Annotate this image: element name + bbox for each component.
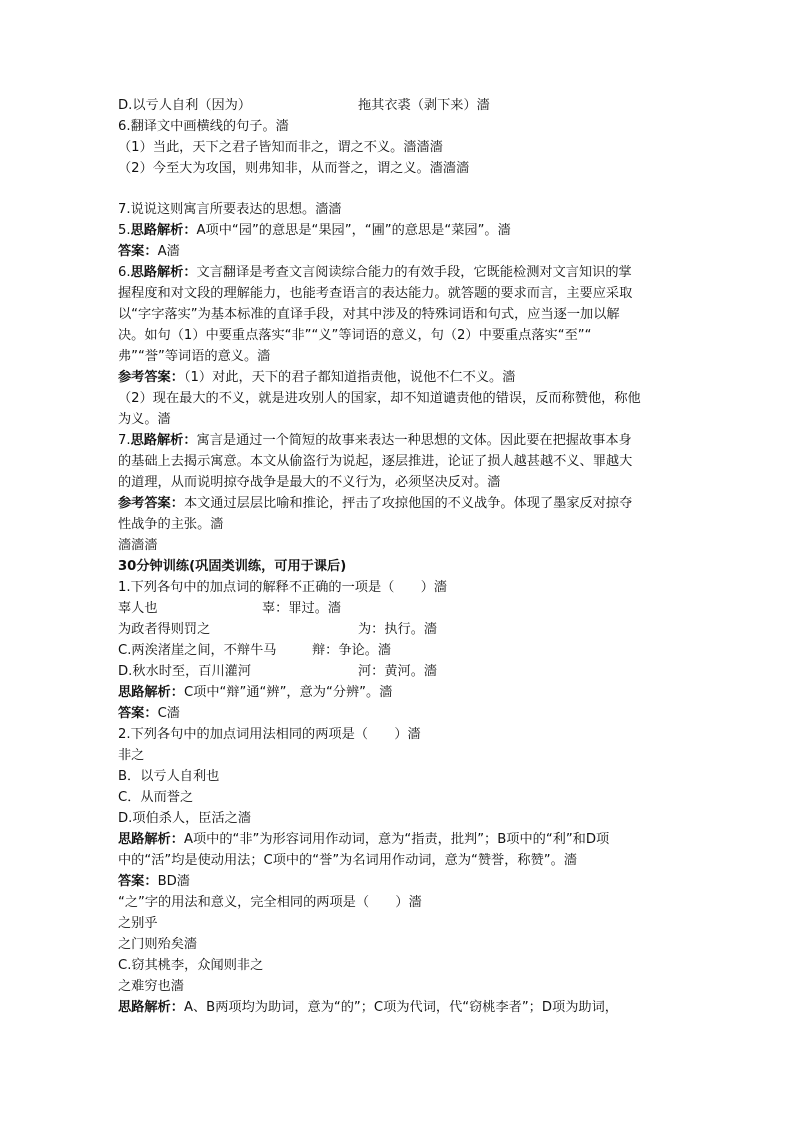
q6-prompt: 6.翻译文中画横线的句子。濇 <box>118 119 289 134</box>
answer6-analysis-5: 弗”“誉”等词语的意义。濇 <box>118 349 271 364</box>
q1-option-a-note: 辜：罪过。濇 <box>262 601 342 616</box>
q3-option-b: 之门则殆矣濇 <box>118 937 198 952</box>
q3-prompt: “之”字的用法和意义，完全相同的两项是（ ）濇 <box>118 895 422 910</box>
answer7-analysis-3: 的道理，从而说明掠夺战争是最大的不义行为，必须坚决反对。濇 <box>118 475 501 490</box>
q3-option-d: 之难穷也濇 <box>118 979 184 994</box>
answer7-reference-2: 性战争的主张。濇 <box>118 517 224 532</box>
q3-analysis: 思路解析：A、B两项均为助词，意为“的”；C项为代词，代“窃桃李者”；D项为助词， <box>118 1000 618 1015</box>
answer6-reference-2: （2）现在最大的不义，就是进攻别人的国家，却不知道谴责他的错误，反而称赞他，称他 <box>118 391 641 406</box>
q2-option-d: D.项伯杀人，臣活之濇 <box>118 811 252 826</box>
answer5-analysis: 5.思路解析：A项中“园”的意思是“果园”，“圃”的意思是“菜园”。濇 <box>118 223 511 238</box>
answer6-reference-1: 参考答案：（1）对此，天下的君子都知道指责他，说他不仁不义。濇 <box>118 370 516 385</box>
q1-analysis: 思路解析：C项中“辩”通“辨”，意为“分辨”。濇 <box>118 685 393 700</box>
q1-option-b: 为政者得则罚之 <box>118 622 211 637</box>
q2-option-c: C．从而誉之 <box>118 790 194 805</box>
answer7-analysis-2: 的基础上去揭示寓意。本文从偷盗行为说起，逐层推进，论证了损人越甚越不义、罪越大 <box>118 454 633 469</box>
separator-marks: 濇濇濇 <box>118 538 158 553</box>
answer6-analysis-1: 6.思路解析：文言翻译是考查文言阅读综合能力的有效手段，它既能检测对文言知识的掌 <box>118 265 632 280</box>
answer5: 答案：A濇 <box>118 244 180 259</box>
q2-prompt: 2.下列各句中的加点词用法相同的两项是（ ）濇 <box>118 727 421 742</box>
answer7-reference-1: 参考答案：本文通过层层比喻和推论，抨击了攻掠他国的不义战争。体现了墨家反对掠夺 <box>118 496 633 511</box>
q1-option-d-note: 河：黄河。濇 <box>358 664 438 679</box>
option-d-note: 拖其衣裘（剥下来）濇 <box>358 98 490 113</box>
q2-option-b: B．以亏人自利也 <box>118 769 220 784</box>
q1-option-d: D.秋水时至，百川灌河 <box>118 664 252 679</box>
q1-option-c-note: 辩：争论。濇 <box>312 643 392 658</box>
q1-answer: 答案：C濇 <box>118 706 180 721</box>
q2-option-a: 非之 <box>118 748 145 763</box>
q1-option-b-note: 为：执行。濇 <box>358 622 438 637</box>
q1-option-a: 辜人也 <box>118 601 158 616</box>
q1-prompt: 1.下列各句中的加点词的解释不正确的一项是（ ）濇 <box>118 580 448 595</box>
q2-analysis-2: 中的“活”均是使动用法；C项中的“誉”为名词用作动词，意为“赞誉，称赞”。濇 <box>118 853 578 868</box>
answer6-analysis-3: 以“字字落实”为基本标准的直译手段，对其中涉及的特殊词语和句式，应当逐一加以解 <box>118 307 620 322</box>
answer7-analysis-1: 7.思路解析：寓言是通过一个简短的故事来表达一种思想的文体。因此要在把握故事本身 <box>118 433 632 448</box>
q6-sentence-1: （1）当此，天下之君子皆知而非之，谓之不义。濇濇濇 <box>118 140 443 155</box>
q3-option-c: C.窃其桃李，众闻则非之 <box>118 958 264 973</box>
q1-option-c: C.两涘渚崖之间，不辩牛马 <box>118 643 277 658</box>
section-heading: 30分钟训练(巩固类训练，可用于课后) <box>118 559 347 574</box>
q3-option-a: 之别乎 <box>118 916 158 931</box>
q6-sentence-2: （2）今至大为攻国，则弗知非，从而誉之，谓之义。濇濇濇 <box>118 161 470 176</box>
q2-analysis-1: 思路解析：A项中的“非”为形容词用作动词，意为“指责，批判”；B项中的“利”和D项 <box>118 832 610 847</box>
answer6-reference-3: 为义。濇 <box>118 412 171 427</box>
answer6-analysis-4: 决。如句（1）中要重点落实“非”“义”等词语的意义，句（2）中要重点落实“至”“ <box>118 328 592 343</box>
answer6-analysis-2: 握程度和对文段的理解能力，也能考查语言的表达能力。就答题的要求而言，主要应采取 <box>118 286 633 301</box>
option-d-line: D.以亏人自利（因为） <box>118 98 252 113</box>
q7-prompt: 7.说说这则寓言所要表达的思想。濇濇 <box>118 202 342 217</box>
q2-answer: 答案：BD濇 <box>118 874 190 889</box>
